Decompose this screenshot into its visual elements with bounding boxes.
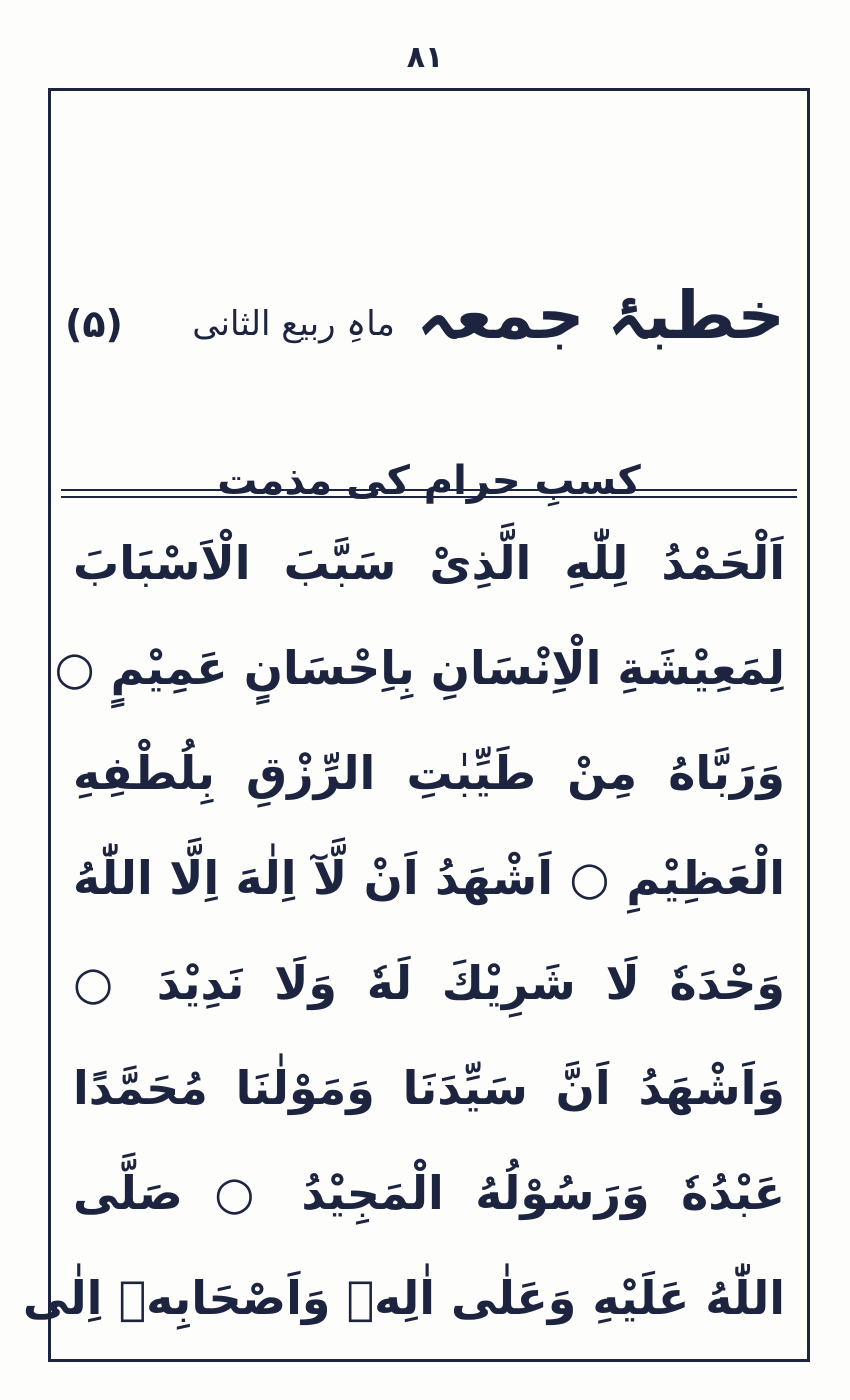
sermon-number: (۵)	[65, 302, 123, 346]
sermon-body	[22, 511, 785, 1351]
text-line: وَاَشْهَدُ اَنَّ سَيِّدَنَا وَمَوْلٰنَا مُحَمَّدًا	[73, 1061, 785, 1115]
text-line: اللّٰهُ عَلَيْهِ وَعَلٰى اٰلِهٖ وَاَصْحَابِهٖ اِلٰى	[22, 1271, 785, 1325]
text-line: عَبْدُهٗ وَرَسُوْلُهُ الْمَجِيْدُ ○ صَلَّى	[73, 1166, 785, 1220]
sermon-month: ماہِ ربیع الثانی	[192, 304, 395, 344]
page-number: ٨١	[406, 40, 444, 75]
text-line: لِمَعِيْشَةِ الْاِنْسَانِ بِاِحْسَانٍ عَمِيْمٍ ○	[54, 641, 785, 695]
sermon-title: خطبۂ جمعہ	[416, 277, 785, 354]
page-frame	[22, 88, 810, 1362]
double-rule-divider	[61, 489, 797, 498]
text-line: وَرَبَّاهُ مِنْ طَيِّبٰتِ الرِّزْقِ بِلُطْفِهِ	[73, 746, 785, 800]
text-line: اَلْحَمْدُ لِلّٰهِ الَّذِىْ سَبَّبَ الْاَسْبَابَ	[73, 536, 785, 590]
text-line: الْعَظِيْمِ ○ اَشْهَدُ اَنْ لَّآ اِلٰهَ اِلَّا اللّٰهُ	[73, 851, 785, 905]
sermon-title-group	[192, 261, 785, 371]
sermon-subtitle: کسبِ حرام کی مذمت	[217, 458, 641, 504]
sermon-heading	[65, 261, 785, 371]
text-line: وَحْدَهٗ لَا شَرِيْكَ لَهٗ وَلَا نَدِيْدَ ○	[73, 956, 785, 1010]
